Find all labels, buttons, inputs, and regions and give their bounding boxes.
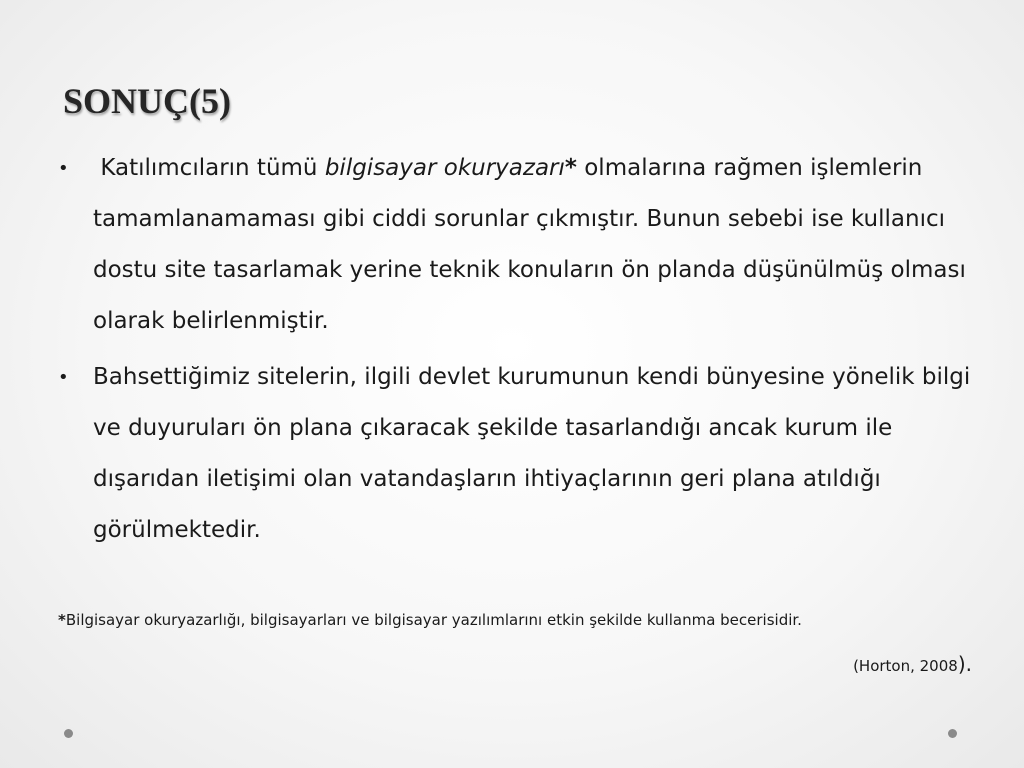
bullet-icon: • — [58, 367, 69, 388]
bullet-text-end: olmalarına rağmen işlemlerin tamamlanamaması gibi ciddi sorunlar çıkmıştır. Bunun sebebi ise kullanıcı dostu site tasarlamak yerine teknik konuların ön planda düşünülmüş olması olarak belirlenmiştir. — [93, 155, 966, 334]
footnote-citation — [58, 652, 972, 678]
bullet-text-italic: bilgisayar okuryazarı — [324, 155, 565, 181]
footnote-marker: * — [564, 155, 577, 181]
bullet-text-start: Katılımcıların tümü — [93, 155, 325, 181]
bullet-text: Bahsettiğimiz sitelerin, ilgili devlet kurumunun kendi bünyesine yönelik bilgi ve duyuruları ön plana çıkaracak şekilde tasarlandığı ancak kurum ile dışarıdan iletişimi olan vatandaşların ihtiyaçlarının geri plana atıldığı görülmektedir. — [93, 364, 971, 543]
bullet-item — [58, 143, 978, 347]
right-dot-icon — [948, 729, 957, 738]
footnote-definition — [58, 608, 972, 632]
slide-title: SONUÇ(5) — [63, 81, 231, 121]
footnote-asterisk: * — [58, 611, 66, 629]
bullet-list — [58, 143, 978, 561]
footnote-text: Bilgisayar okuryazarlığı, bilgisayarları ve bilgisayar yazılımlarını etkin şekilde kullanma becerisidir. — [65, 611, 802, 629]
bullet-item — [58, 352, 978, 556]
footnote — [58, 608, 972, 678]
bullet-icon: • — [58, 158, 69, 179]
citation-end: ). — [957, 652, 972, 676]
left-dot-icon — [64, 729, 73, 738]
citation-text: (Horton, 2008 — [853, 657, 958, 675]
